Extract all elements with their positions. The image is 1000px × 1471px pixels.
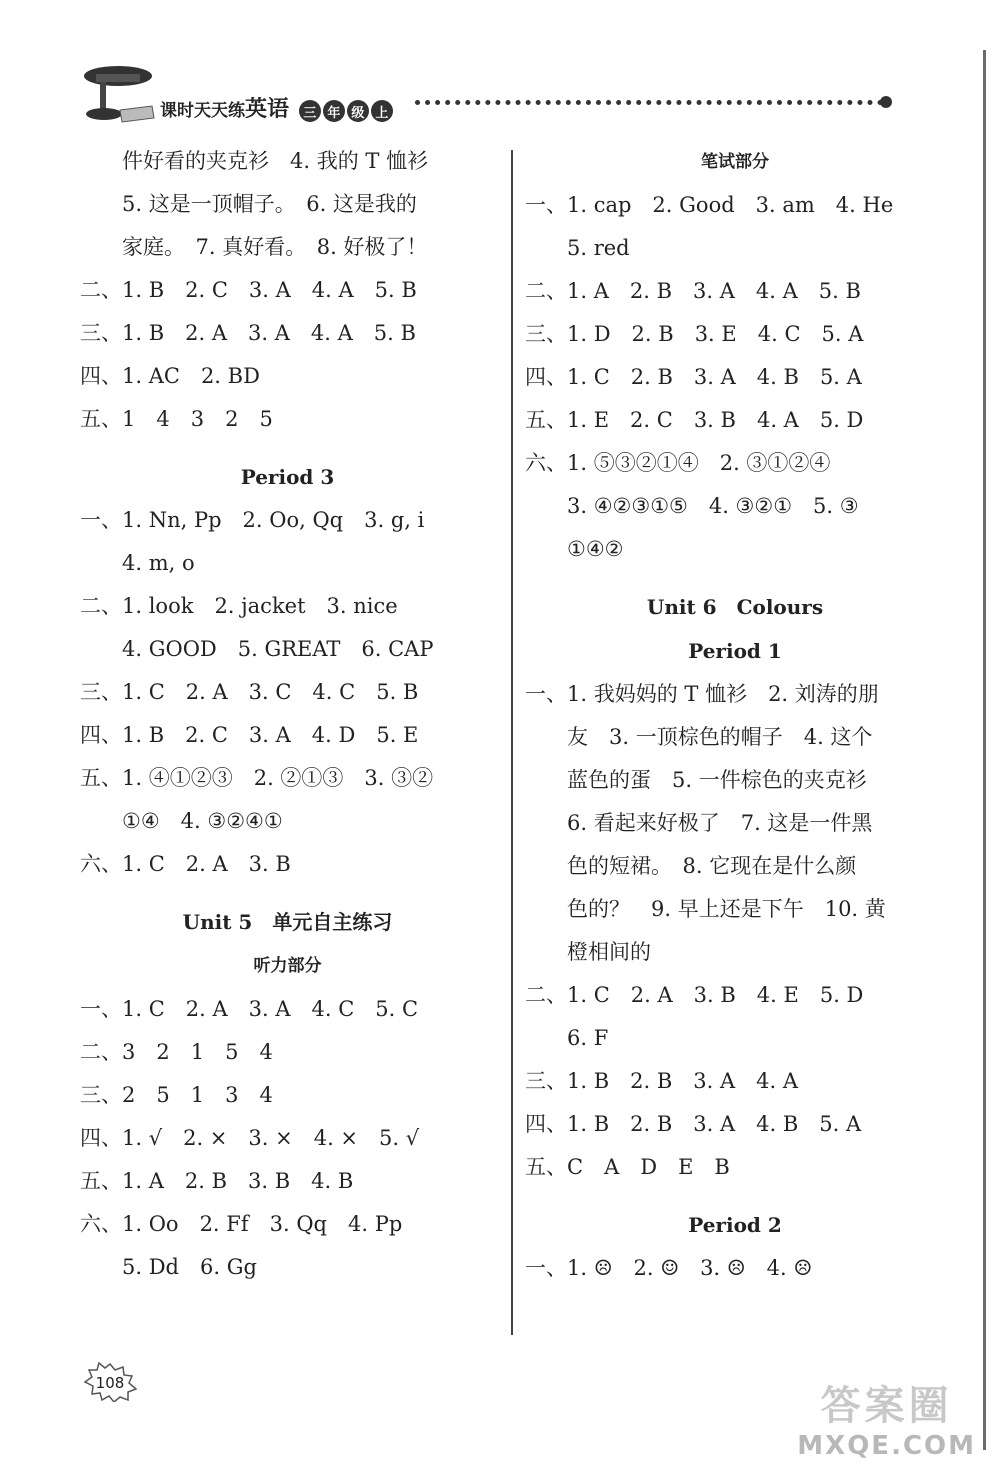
- answer-line: 5. 这是一顶帽子。 6. 这是我的: [122, 192, 417, 216]
- answer-line: 色的短裙。 8. 它现在是什么颜: [567, 854, 857, 878]
- header-dotted-rule: [415, 100, 883, 105]
- section-gap: [525, 1189, 945, 1203]
- answer-line: 一、1. ☹ 2. ☺ 3. ☹ 4. ☹: [525, 1256, 813, 1280]
- answer-line: 六、1. C 2. A 3. B: [80, 852, 291, 876]
- section-heading: Period 3: [240, 465, 335, 489]
- answer-line: 三、1. B 2. B 3. A 4. A: [525, 1069, 799, 1093]
- answer-line: 六、1. Oo 2. Ff 3. Qq 4. Pp: [80, 1212, 403, 1236]
- answer-line: 3. ④②③①⑤ 4. ③②① 5. ③: [567, 494, 859, 518]
- answer-line: 四、1. √ 2. × 3. × 4. × 5. √: [80, 1126, 420, 1150]
- grade-badge: 年: [323, 100, 345, 122]
- section-gap: [525, 571, 945, 585]
- answer-line: 五、1. ④①②③ 2. ②①③ 3. ③②: [80, 766, 434, 790]
- page-number-badge: [82, 1362, 138, 1402]
- section-heading: Period 2: [688, 1213, 782, 1237]
- answer-line: 4. GOOD 5. GREAT 6. CAP: [122, 637, 434, 661]
- book-subject: 英语: [245, 97, 290, 122]
- answer-line: 四、1. B 2. B 3. A 4. B 5. A: [525, 1112, 862, 1136]
- answer-line: 四、1. AC 2. BD: [80, 364, 260, 388]
- watermark-logo: 答案圈: [820, 1383, 953, 1429]
- subsection-heading: 笔试部分: [701, 152, 769, 172]
- answer-line: 一、1. 我妈妈的 T 恤衫 2. 刘涛的朋: [525, 682, 879, 706]
- section-gap: [80, 886, 495, 900]
- answer-line: 5. Dd 6. Gg: [122, 1255, 257, 1279]
- answer-line: 四、1. C 2. B 3. A 4. B 5. A: [525, 365, 862, 389]
- desk-lamp-icon: [70, 62, 156, 126]
- answer-line: ①④ 4. ③②④①: [122, 809, 283, 833]
- answer-line: 二、3 2 1 5 4: [80, 1040, 273, 1064]
- answer-line: 四、1. B 2. C 3. A 4. D 5. E: [80, 723, 419, 747]
- answer-line: 友 3. 一顶棕色的帽子 4. 这个: [567, 725, 873, 749]
- answer-line: 色的？ 9. 早上还是下午 10. 黄: [567, 897, 886, 921]
- header-rule-end-dot: [880, 96, 892, 108]
- grade-badge: 上: [371, 100, 393, 122]
- section-gap: [80, 441, 495, 455]
- answer-line: 五、1. A 2. B 3. B 4. B: [80, 1169, 354, 1193]
- answer-line: 6. 看起来好极了 7. 这是一件黑: [567, 811, 873, 835]
- answer-line: 二、1. B 2. C 3. A 4. A 5. B: [80, 278, 417, 302]
- answer-line: 三、1. C 2. A 3. C 4. C 5. B: [80, 680, 419, 704]
- answer-line: 二、1. A 2. B 3. A 4. A 5. B: [525, 279, 861, 303]
- answer-line: 件好看的夹克衫 4. 我的 T 恤衫: [122, 149, 429, 173]
- right-column: [525, 140, 945, 1290]
- answer-line: ①④②: [567, 537, 624, 561]
- page-number: 108: [95, 1374, 125, 1392]
- subsection-heading: 听力部分: [253, 956, 322, 976]
- grade-badge: 级: [347, 100, 369, 122]
- section-heading: Unit 5 单元自主练习: [182, 910, 393, 934]
- answer-line: 五、1 4 3 2 5: [80, 407, 273, 431]
- section-heading: Unit 6 Colours: [646, 595, 824, 619]
- answer-line: 三、1. B 2. A 3. A 4. A 5. B: [80, 321, 416, 345]
- answer-line: 三、1. D 2. B 3. E 4. C 5. A: [525, 322, 864, 346]
- book-title: [160, 92, 393, 123]
- answer-line: 6. F: [567, 1026, 609, 1050]
- answer-line: 二、1. C 2. A 3. B 4. E 5. D: [525, 983, 864, 1007]
- answer-line: 二、1. look 2. jacket 3. nice: [80, 594, 398, 618]
- column-divider: [511, 150, 513, 1335]
- answer-line: 三、2 5 1 3 4: [80, 1083, 273, 1107]
- answer-line: 蓝色的蛋 5. 一件棕色的夹克衫: [567, 768, 867, 792]
- left-column: [80, 140, 495, 1289]
- watermark: [797, 1374, 976, 1461]
- answer-line: 六、1. ⑤③②①④ 2. ③①②④: [525, 451, 831, 475]
- answer-line: 橙相间的: [567, 940, 651, 964]
- page-header: [70, 62, 900, 132]
- answer-line: 五、C A D E B: [525, 1155, 730, 1179]
- book-series: 课时天天练: [160, 101, 245, 121]
- grade-badge: 三: [299, 100, 321, 122]
- answer-line: 4. m, o: [122, 551, 195, 575]
- section-heading: Period 1: [688, 639, 782, 663]
- page-spine: [983, 50, 986, 1450]
- grade-badges: [299, 100, 393, 122]
- answer-line: 一、1. C 2. A 3. A 4. C 5. C: [80, 997, 419, 1021]
- answer-line: 五、1. E 2. C 3. B 4. A 5. D: [525, 408, 864, 432]
- watermark-url: MXQE.COM: [797, 1431, 976, 1461]
- answer-line: 一、1. cap 2. Good 3. am 4. He: [525, 193, 894, 217]
- answer-line: 家庭。 7. 真好看。 8. 好极了！: [122, 235, 428, 259]
- answer-line: 一、1. Nn, Pp 2. Oo, Qq 3. g, i: [80, 508, 425, 532]
- answer-line: 5. red: [567, 236, 630, 260]
